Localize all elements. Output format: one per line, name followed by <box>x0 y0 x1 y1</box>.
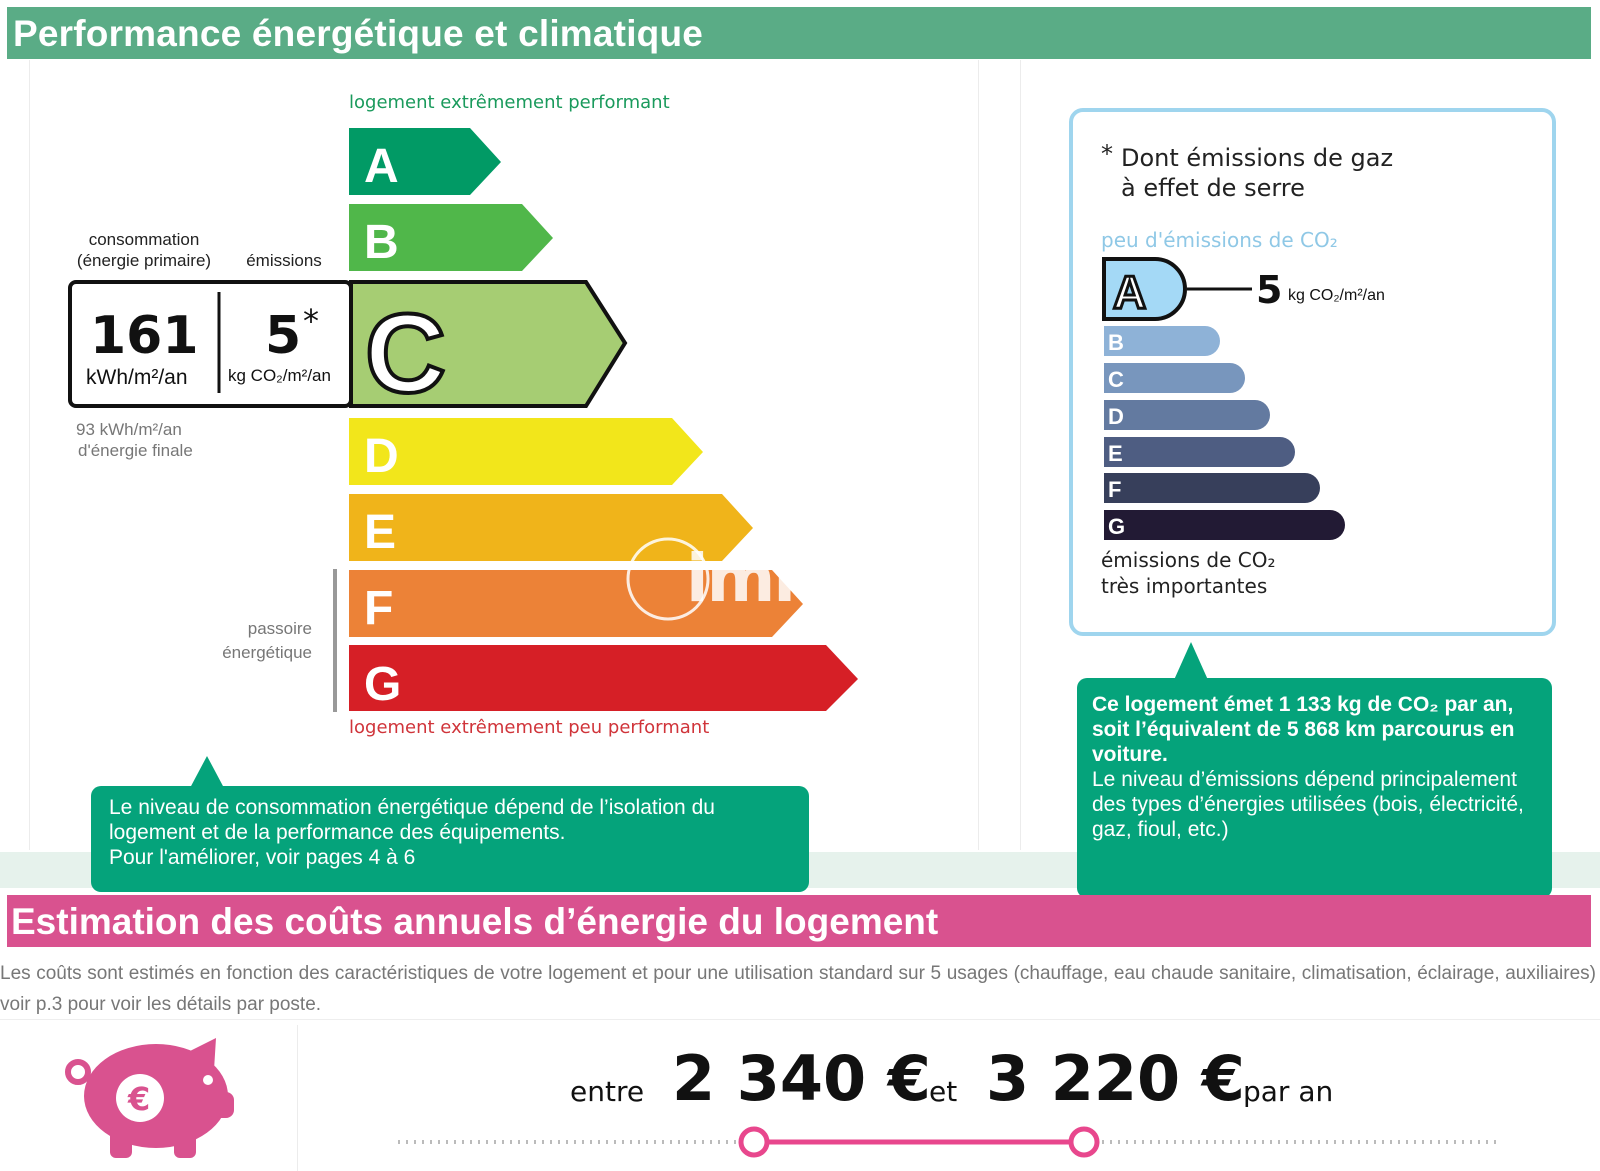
ges-class-f <box>1104 473 1320 503</box>
cost-range-indicator <box>390 1126 1510 1166</box>
svg-text:F: F <box>1108 477 1122 502</box>
emissions-unit: kg CO₂/m²/an <box>228 366 331 385</box>
watermark-text: imm <box>686 540 841 617</box>
ges-class-b <box>1104 326 1220 356</box>
svg-text:D: D <box>364 430 399 483</box>
energy-top-label: logement extrêmement performant <box>349 92 670 113</box>
divider <box>0 1019 1600 1020</box>
divider <box>978 60 979 850</box>
svg-text:A: A <box>1113 266 1147 318</box>
energy-class-b <box>349 204 553 271</box>
svg-text:E: E <box>364 506 397 559</box>
tooltip-consumption <box>91 786 809 892</box>
ges-bottom-label: émissions de CO₂ très importantes <box>1101 548 1276 598</box>
tooltip-emissions <box>1077 678 1552 898</box>
svg-text:C: C <box>365 291 446 416</box>
ges-value: 5 <box>1256 268 1283 312</box>
energy-class-g <box>349 645 858 711</box>
energy-bottom-label: logement extrêmement peu performant <box>349 717 710 738</box>
cost-and-word: et <box>929 1075 958 1108</box>
ges-class-g <box>1104 510 1345 540</box>
divider <box>1020 60 1021 850</box>
energy-class-a <box>349 128 501 195</box>
svg-text:G: G <box>1108 514 1126 539</box>
svg-text:E: E <box>1108 441 1123 466</box>
tooltip-pointer <box>190 756 224 788</box>
svg-text:€: € <box>128 1080 151 1118</box>
energy-class-c-selected <box>351 282 625 416</box>
piggy-bank-euro-icon <box>58 1030 238 1160</box>
cost-min: 2 340 € <box>672 1042 931 1115</box>
ges-title-star: * <box>1101 140 1113 168</box>
consumption-unit: kWh/m²/an <box>86 366 188 389</box>
final-energy-label: d'énergie finale <box>78 441 193 460</box>
ges-class-d <box>1104 400 1270 430</box>
ges-class-c <box>1104 363 1245 393</box>
emissions-value: 5 <box>265 306 302 366</box>
consumption-label: consommation (énergie primaire) <box>76 230 212 270</box>
final-energy-value: 93 kWh/m²/an <box>76 420 182 439</box>
costs-description: Les coûts sont estimés en fonction des caractéristiques de votre logement et pour une utilisation standard sur 5 usages (chauffage, eau chaude sanitaire, climatisation, éclairage, auxiliaires) voir p.3 pour voir les détails par poste. <box>0 963 1596 1015</box>
tooltip-consumption-text: Le niveau de consommation énergétique dépend de l’isolation du logement et de la performance des équipements. Pour l'améliorer, voir pages 4 à 6 <box>109 796 715 869</box>
tooltip-emissions-text: Le niveau d’émissions dépend principalement des types d’énergies utilisées (bois, électricité, gaz, fioul, etc.) <box>1092 768 1524 841</box>
energy-class-d <box>349 418 703 485</box>
cost-per-year: par an <box>1243 1075 1334 1108</box>
tooltip-pointer <box>1174 642 1208 680</box>
consumption-value: 161 <box>90 306 199 366</box>
passoire-bar <box>333 569 337 712</box>
ges-unit: kg CO₂/m²/an <box>1288 287 1385 304</box>
emissions-star: * <box>303 302 319 340</box>
ges-class-e <box>1104 437 1295 467</box>
tooltip-emissions-bold: Ce logement émet 1 133 kg de CO₂ par an, soit l’équivalent de 5 868 km parcourus en voiture. <box>1092 693 1515 766</box>
ges-top-label: peu d'émissions de CO₂ <box>1101 228 1338 252</box>
ges-class-a-selected <box>1104 259 1252 319</box>
divider <box>297 1025 298 1171</box>
cost-max: 3 220 € <box>986 1042 1245 1115</box>
svg-text:F: F <box>364 582 394 635</box>
passoire-label: passoire énergétique <box>222 619 312 662</box>
svg-text:B: B <box>364 216 399 269</box>
section-header-costs <box>7 895 1591 947</box>
svg-text:G: G <box>364 658 402 711</box>
ges-title: Dont émissions de gaz à effet de serre <box>1121 144 1394 202</box>
section-title: Performance énergétique et climatique <box>13 13 704 54</box>
cost-between-word: entre <box>570 1075 645 1108</box>
emissions-label: émissions <box>246 251 322 270</box>
svg-text:D: D <box>1108 404 1124 429</box>
svg-text:A: A <box>364 140 399 193</box>
section-title: Estimation des coûts annuels d’énergie du logement <box>11 901 939 942</box>
svg-text:B: B <box>1108 330 1124 355</box>
svg-text:C: C <box>1108 367 1124 392</box>
